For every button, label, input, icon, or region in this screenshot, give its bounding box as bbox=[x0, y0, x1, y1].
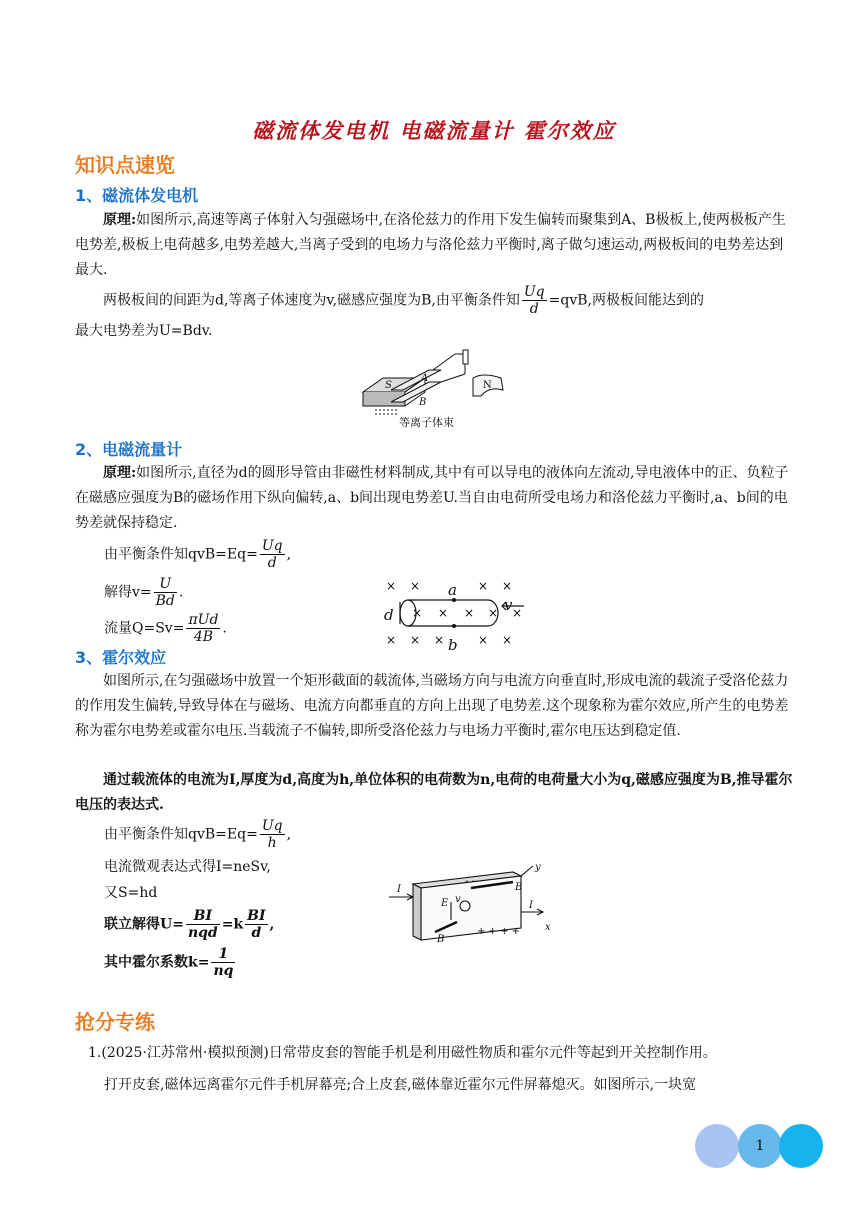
flowmeter-eq1-a: 由平衡条件知qvB=Eq= bbox=[104, 546, 258, 563]
hall-eq1-a: 由平衡条件知qvB=Eq= bbox=[104, 826, 258, 843]
mhd-principle-label: 原理: bbox=[103, 212, 137, 228]
mhd-fig-label-s: S bbox=[385, 380, 392, 391]
hall-eq4-den2: d bbox=[251, 925, 262, 941]
hall-eq1-den: h bbox=[267, 835, 277, 851]
mhd-balance-fraction bbox=[522, 284, 547, 317]
flowmeter-fig-label-v: v bbox=[504, 596, 513, 614]
flowmeter-principle-paragraph bbox=[75, 461, 795, 536]
subsection-heading-mhd: 1、磁流体发电机 bbox=[75, 186, 199, 205]
hall-eq-balance bbox=[104, 818, 291, 851]
subsection-heading-hall: 3、霍尔效应 bbox=[75, 648, 167, 667]
flowmeter-eq-flow bbox=[104, 612, 227, 645]
hall-eq1-b: , bbox=[286, 826, 292, 843]
svg-text:×: × bbox=[438, 606, 449, 620]
mhd-frac-den: d bbox=[529, 301, 539, 317]
page-title: 磁流体发电机 电磁流量计 霍尔效应 bbox=[252, 118, 616, 143]
hall-eq5-frac bbox=[211, 946, 235, 979]
hall-fig-label-x: x bbox=[545, 922, 551, 933]
flowmeter-eq1-frac bbox=[260, 538, 285, 571]
hall-eq4-den1: nqd bbox=[187, 925, 218, 941]
svg-text:×: × bbox=[512, 606, 523, 620]
svg-text:×: × bbox=[502, 580, 513, 593]
hall-fig-label-e: E bbox=[441, 898, 449, 909]
hall-eq4-frac1 bbox=[186, 908, 220, 941]
question-1-line-2: 打开皮套,磁体远离霍尔元件手机屏幕亮;合上皮套,磁体靠近霍尔元件屏幕熄灭。如图所示,一块宽 bbox=[104, 1077, 697, 1093]
mhd-principle-paragraph bbox=[75, 208, 795, 283]
hall-intro-paragraph: 如图所示,在匀强磁场中放置一个矩形截面的载流体,当磁场方向与电流方向垂直时,形成电流的载流子受洛伦兹力的作用发生偏转,导致导体在与磁场、电流方向都垂直的方向上出现了电势差.这个现象称为霍尔效应,所产生的电势差称为霍尔电势差或霍尔电压.当载流子不偏转,即所受洛伦兹力与电场力平衡时,霍尔电压达到稳定值. bbox=[75, 673, 789, 739]
question-1-line-1: 1.(2025·江苏常州·模拟预测)日常带皮套的智能手机是利用磁性物质和霍尔元件等起到开关控制作用。 bbox=[88, 1045, 717, 1061]
svg-text:×: × bbox=[478, 580, 489, 593]
flowmeter-eq2-den: Bd bbox=[155, 593, 175, 609]
mhd-balance-text-a: 两极板间的间距为d,等离子体速度为v,磁感应强度为B,由平衡条件知 bbox=[103, 292, 520, 309]
hall-eq4-b: , bbox=[269, 916, 275, 933]
hall-eq-coefficient bbox=[104, 946, 237, 979]
mhd-fig-label-n: N bbox=[483, 380, 492, 391]
hall-eq5-den: nq bbox=[213, 963, 234, 979]
page-circle-right bbox=[779, 1124, 823, 1168]
flowmeter-eq-balance bbox=[104, 538, 291, 571]
section-heading-knowledge: 知识点速览 bbox=[75, 153, 175, 177]
flowmeter-eq1-den: d bbox=[267, 555, 277, 571]
svg-text:×: × bbox=[410, 633, 421, 647]
svg-text:×: × bbox=[386, 580, 397, 593]
svg-text:×: × bbox=[434, 633, 445, 647]
flowmeter-eq-velocity bbox=[104, 576, 183, 609]
hall-eq-area: 又S=hd bbox=[104, 885, 158, 901]
mhd-max-voltage-line: 最大电势差为U=Bdv. bbox=[75, 323, 213, 339]
flowmeter-fig-label-d: d bbox=[384, 606, 394, 624]
mhd-frac-num: Uq bbox=[523, 284, 545, 300]
hall-eq4-a: 联立解得U= bbox=[104, 916, 184, 933]
hall-fig-label-i-left: I bbox=[397, 884, 401, 895]
flowmeter-eq3-frac bbox=[186, 612, 220, 645]
page-circle-left bbox=[695, 1124, 739, 1168]
flowmeter-eq1-b: , bbox=[286, 546, 292, 563]
svg-text:×: × bbox=[488, 606, 499, 620]
flowmeter-fig-label-b: b bbox=[448, 636, 458, 652]
hall-eq1-frac bbox=[260, 818, 285, 851]
svg-text:×: × bbox=[502, 633, 513, 647]
flowmeter-eq2-b: . bbox=[178, 584, 184, 601]
hall-eq4-num1: BI bbox=[186, 908, 220, 925]
svg-text:×: × bbox=[410, 580, 421, 593]
flowmeter-principle-label: 原理: bbox=[103, 465, 137, 481]
flowmeter-fig-label-a: a bbox=[448, 581, 457, 599]
svg-text:×: × bbox=[386, 633, 397, 647]
svg-text:×: × bbox=[478, 633, 489, 647]
flowmeter-eq3-den: 4B bbox=[193, 629, 214, 645]
flowmeter-principle-text: 如图所示,直径为d的圆形导管由非磁性材料制成,其中有可以导电的液体向左流动,导电液体中的正、负粒子在磁感应强度为B的磁场作用下纵向偏转,a、b间出现电势差U.当自由电荷所受电场力和洛伦兹力平衡时,a、b间的电势差就保持稳定. bbox=[75, 465, 789, 531]
hall-fig-label-y: y bbox=[535, 862, 541, 873]
flowmeter-eq1-num: Uq bbox=[261, 538, 283, 554]
section-heading-practice: 抢分专练 bbox=[75, 1010, 155, 1034]
flowmeter-eq3-a: 流量Q=Sv= bbox=[104, 620, 185, 637]
subsection-heading-flowmeter: 2、电磁流量计 bbox=[75, 440, 183, 459]
mhd-balance-text-b: =qvB,两极板间能达到的 bbox=[548, 292, 704, 309]
mhd-generator-figure bbox=[355, 348, 515, 432]
hall-fig-label-i-right: I bbox=[529, 900, 533, 911]
flowmeter-figure bbox=[378, 580, 538, 652]
hall-eq-result bbox=[104, 908, 274, 941]
hall-fig-label-b-top: B bbox=[515, 882, 523, 893]
svg-text:- -: - - bbox=[465, 876, 476, 887]
hall-problem-statement: 通过载流体的电流为I,厚度为d,高度为h,单位体积的电荷数为n,电荷的电荷量大小为q,磁感应强度为B,推导霍尔电压的表达式. bbox=[75, 772, 793, 813]
svg-text:×: × bbox=[412, 606, 423, 620]
hall-eq4-num2: BI bbox=[247, 908, 266, 924]
mhd-balance-line bbox=[75, 284, 795, 317]
hall-eq-current: 电流微观表达式得I=neSv, bbox=[104, 859, 271, 875]
flowmeter-eq2-num: U bbox=[154, 576, 177, 593]
flowmeter-eq2-a: 解得v= bbox=[104, 584, 152, 601]
mhd-fig-caption: 等离子体束 bbox=[399, 416, 454, 429]
svg-text:×: × bbox=[464, 606, 475, 620]
hall-eq4-frac2 bbox=[245, 908, 267, 941]
hall-eq4-mid: =k bbox=[221, 916, 244, 933]
flowmeter-eq3-num: πUd bbox=[188, 612, 219, 628]
hall-eq5-a: 其中霍尔系数k= bbox=[104, 954, 210, 971]
mhd-fig-label-b: B bbox=[419, 397, 427, 408]
hall-eq5-num: 1 bbox=[211, 946, 235, 963]
mhd-fig-label-a: A bbox=[421, 373, 429, 384]
hall-fig-label-v: v bbox=[455, 894, 461, 905]
hall-eq1-num: Uq bbox=[261, 818, 283, 834]
flowmeter-eq2-frac bbox=[154, 576, 177, 609]
hall-fig-label-b-bottom: B bbox=[437, 934, 445, 944]
flowmeter-eq3-b: . bbox=[222, 620, 227, 637]
svg-text:+ + + +: + + + + bbox=[477, 926, 521, 937]
mhd-principle-text: 如图所示,高速等离子体射入匀强磁场中,在洛伦兹力的作用下发生偏转而聚集到A、B极板上,使两极板产生电势差,极板上电荷越多,电势差越大,当离子受到的电场力与洛伦兹力平衡时,离子做匀速运动,两极板间的电势差达到最大. bbox=[75, 212, 786, 278]
page-number: 1 bbox=[755, 1138, 765, 1154]
hall-effect-figure bbox=[385, 862, 560, 944]
